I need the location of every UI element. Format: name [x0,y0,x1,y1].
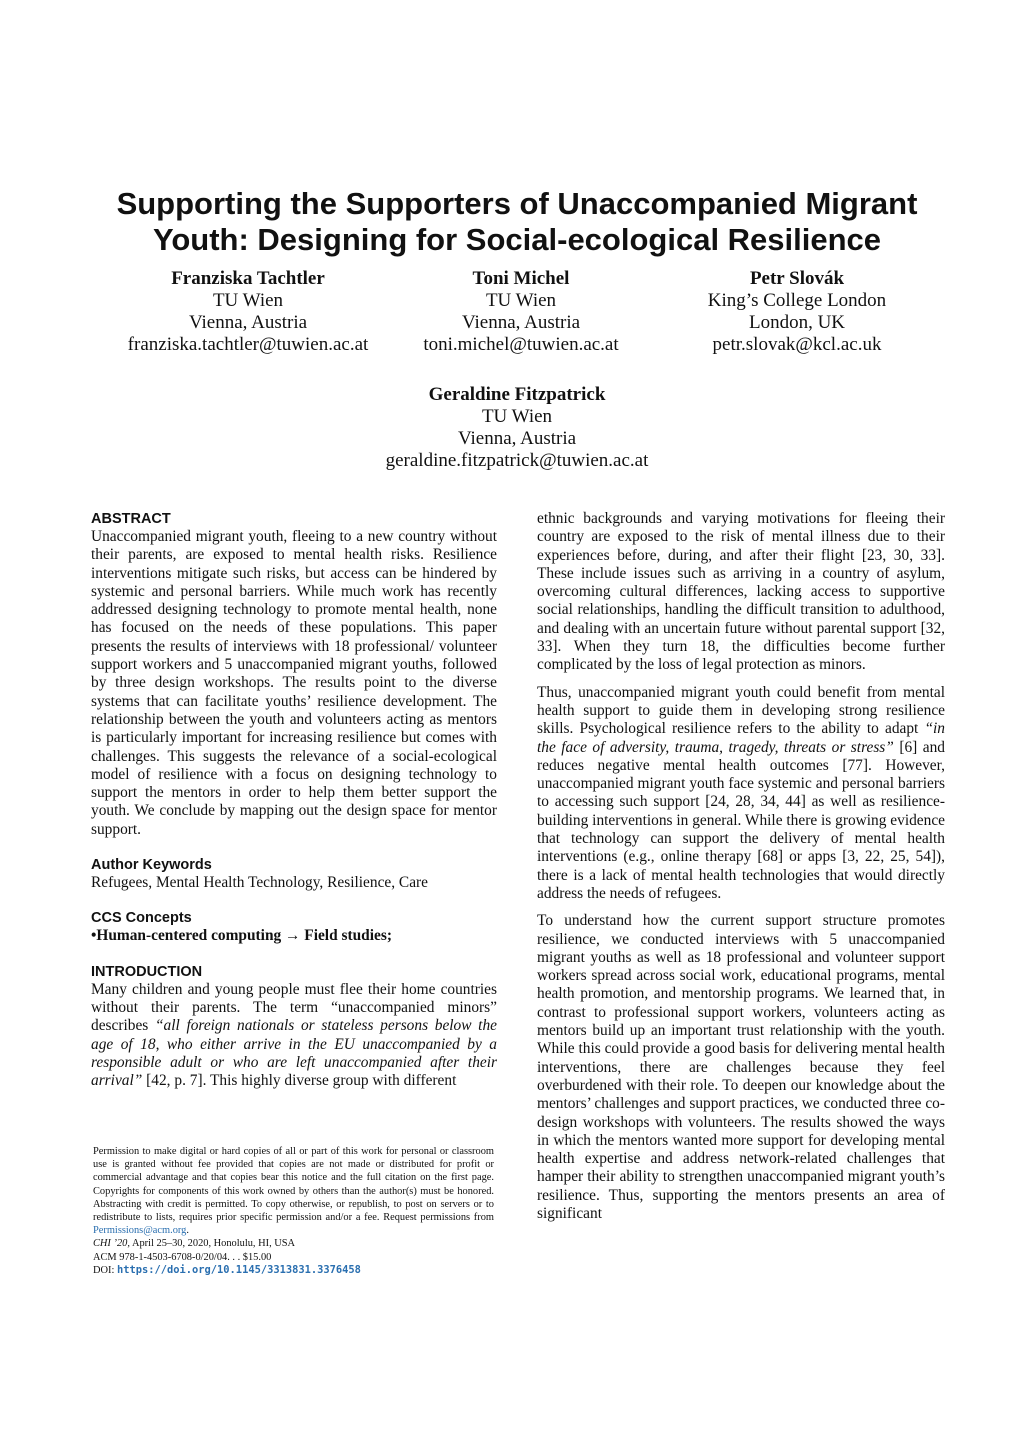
right-column [537,510,945,1223]
author-location: Vienna, Austria [461,312,581,333]
conference-name: CHI ’20, [93,1238,130,1250]
keywords-heading: Author Keywords [91,857,212,874]
doi-label: DOI: [93,1264,117,1276]
author-name: Toni Michel [472,268,570,289]
intro-p2-text: Thus, unaccompanied migrant youth could benefit from mental health support to guide them in developing strong resilience skills. Psychological resilience refers to the ability to adapt [537,683,945,738]
intro-paragraph-1-continued: ethnic backgrounds and varying motivations for fleeing their country are exposed to the risk of mental illness due to their experiences before, during, and after their flight [23, 30, 33]. These include issues such as arriving in a country of asylum, overcoming cultural differences, lacking access to supportive social relationships, handling the difficult transition to adulthood, and dealing with an uncertain future without parental support [32, 33]. When they turn 18, the difficulties become further complicated by the loss of legal protection as minors. [537,510,945,674]
intro-p2-text-after: [6] and reduces negative mental health outcomes [77]. However, unaccompanied migrant youth face systemic and personal barriers to accessing such support [24, 28, 34, 44] as well as resilience-building interventions in general. While there is growing evidence that technology can support the delivery of mental health interventions (e.g., online therapy [68] or apps [3, 22, 25, 54]), there is a lack of mental health technologies that would directly address the needs of refugees. [537,738,945,902]
author-email[interactable]: petr.slovak@kcl.ac.uk [712,334,882,355]
ccs-heading: CCS Concepts [91,910,192,927]
left-column [91,510,497,1090]
permission-notice [93,1145,494,1237]
doi-link[interactable]: https://doi.org/10.1145/3313831.3376458 [116,1263,361,1276]
author-location: Vienna, Austria [457,428,577,449]
author-name: Franziska Tachtler [171,268,325,289]
author-email[interactable]: toni.michel@tuwien.ac.at [423,334,619,355]
author-block-3 [680,268,914,356]
author-affiliation: King’s College London [707,290,887,311]
author-email[interactable]: geraldine.fitzpatrick@tuwien.ac.at [385,450,649,471]
ccs-text: •Human-centered computing → Field studies; [91,927,392,945]
intro-p1-text-after: [42, p. 7]. This highly diverse group with different [142,1072,457,1090]
author-affiliation: TU Wien [212,290,284,311]
doi-line [93,1264,494,1277]
author-block-4 [362,384,672,472]
author-name: Petr Slovák [749,268,845,289]
isbn-line: ACM 978-1-4503-6708-0/20/04. . . $15.00 [93,1251,272,1263]
permission-end: . [186,1225,189,1237]
author-name: Geraldine Fitzpatrick [428,384,606,405]
intro-p1-text: Many children and young people must flee their home countries without their parents. The term “unaccompanied minors” describes [91,980,497,1035]
intro-paragraph-3: To understand how the current support structure promotes resilience, we conducted interviews with 5 unaccompanied migrant youths as well as 18 professional and volunteer support workers spread across social work, educational programs, mental health promotion, and mentorship programs. We learned that, in contrast to professional support workers, volunteers acting as mentors build up an important trust relationship with the youth. While this could provide a good basis for delivering mental health interventions, there are challenges because they feel overburdened with their role. To deepen our knowledge about the mentors’ challenges and support practices, we conducted three co-design workshops with volunteers. The results showed the ways in which the mentors wanted more support for developing mental health expertise and address network-related challenges that hamper their ability to strengthen unaccompanied migrant youth’s resilience. Thus, supporting the mentors presents an area of significant [537,912,945,1222]
permission-text: Permission to make digital or hard copies of all or part of this work for personal or classroom use is granted without fee provided that copies are not made or distributed for profit or commercial advantage and that copies bear this notice and the full citation on the first page. Copyrights for components of this work owned by others than the author(s) must be honored. Abstracting with credit is permitted. To copy otherwise, or republish, to post on servers or to redistribute to lists, requires prior specific permission and/or a fee. Request permissions from [93,1146,494,1224]
intro-paragraph-1 [91,981,497,1091]
conference-details: April 25–30, 2020, Honolulu, HI, USA [129,1238,296,1250]
author-email[interactable]: franziska.tachtler@tuwien.ac.at [127,334,369,355]
abstract-text: Unaccompanied migrant youth, fleeing to a new country without their parents, are exposed to mental health risks. Resilience interventions mitigate such risks, but access can be hindered by systemic and personal barriers. While much work has recently addressed designing technology to promote mental health, none has focused on the needs of these populations. This paper presents the results of interviews with 18 professional/ volunteer support workers and 5 unaccompanied migrant youths, followed by three design workshops. The results point to the diverse systems that can facilitate youths’ resilience development. The relationship between the youth and volunteers acting as mentors is particularly important for increasing resilience but comes with challenges. This suggests the relevance of a social-ecological model of resilience with a focus on designing technology to support the mentors in order to help them better support the youth. We conclude by mapping out the design space for mentor support. [91,528,497,838]
paper-title: Supporting the Supporters of Unaccompanied Migrant Youth: Designing for Social-ecological Resilience [116,186,918,257]
permissions-email-link[interactable]: Permissions@acm.org [93,1225,187,1237]
intro-paragraph-2 [537,684,945,904]
author-location: Vienna, Austria [188,312,308,333]
keywords-text: Refugees, Mental Health Technology, Resilience, Care [91,874,428,892]
abstract-heading: ABSTRACT [91,511,171,527]
intro-p1-quote: “all foreign nationals or stateless persons below the age of 18, who either arrive in the EU unaccompanied by a responsible adult or who are left unaccompanied after their arrival” [91,1017,497,1090]
introduction-heading: INTRODUCTION [91,963,203,980]
permission-footnote [93,1145,494,1277]
author-location: London, UK [748,312,846,333]
author-affiliation: TU Wien [485,290,557,311]
author-block-1 [110,268,386,356]
intro-p2-quote: “in the face of adversity, trauma, tragedy, threats or stress” [537,720,945,756]
author-block-2 [396,268,646,356]
author-affiliation: TU Wien [481,406,553,427]
conference-line [93,1237,494,1250]
